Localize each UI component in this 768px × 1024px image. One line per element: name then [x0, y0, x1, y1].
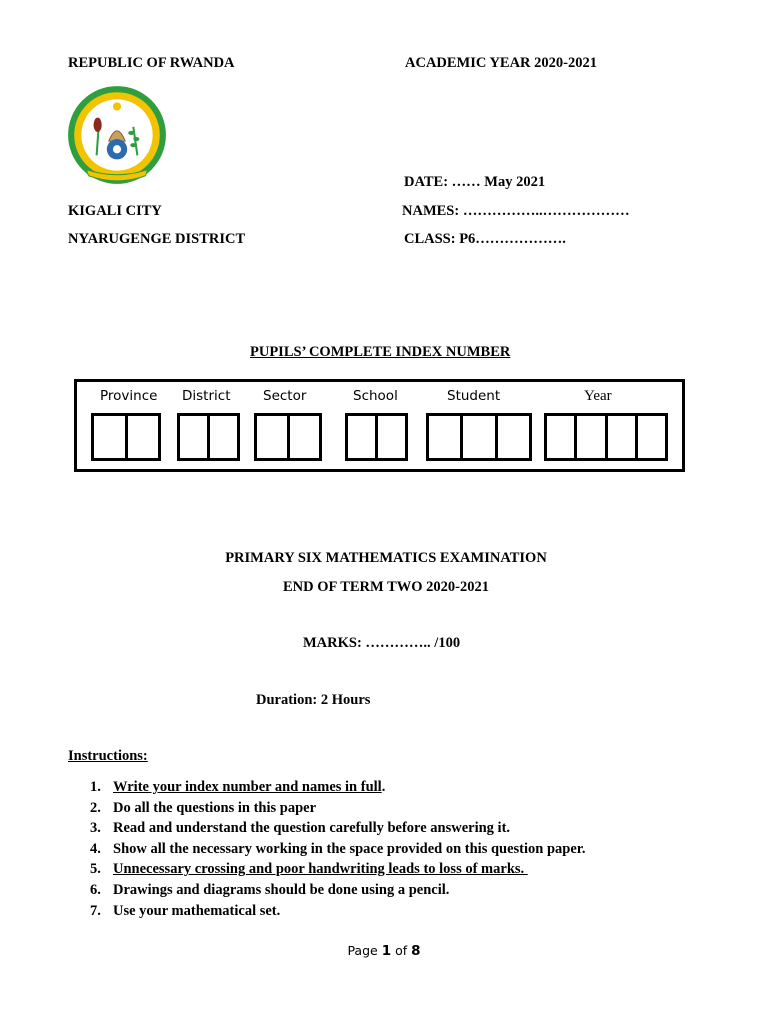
index-number-box: [74, 379, 685, 472]
province-label: Province: [100, 388, 158, 404]
sector-digits[interactable]: [254, 413, 322, 461]
school-digits[interactable]: [345, 413, 408, 461]
academic-year: ACADEMIC YEAR 2020-2021: [405, 55, 597, 71]
list-item: 6. Drawings and diagrams should be done using a pencil.: [90, 881, 450, 898]
district-name: NYARUGENGE DISTRICT: [68, 231, 246, 247]
class-field[interactable]: CLASS: P6……………….: [404, 231, 566, 247]
instructions-list: [90, 777, 586, 921]
exam-title: PRIMARY SIX MATHEMATICS EXAMINATION: [225, 550, 547, 566]
district-label: District: [182, 388, 231, 404]
names-field[interactable]: NAMES: ……………..………………: [402, 203, 630, 219]
list-item: 2. Do all the questions in this paper: [90, 799, 317, 816]
page-footer: Page 1 of 8: [347, 943, 421, 959]
rwanda-seal-logo: [66, 82, 168, 190]
list-item: 1. Write your index number and names in full.: [90, 779, 386, 795]
student-label: Student: [447, 388, 501, 404]
list-item: 7. Use your mathematical set.: [90, 902, 281, 919]
marks-field: MARKS: ………….. /100: [303, 635, 461, 651]
list-item: 4. Show all the necessary working in the space provided on this question paper.: [90, 840, 586, 857]
city-name: KIGALI CITY: [68, 203, 162, 219]
district-digits[interactable]: [177, 413, 240, 461]
list-item: 3. Read and understand the question carefully before answering it.: [90, 820, 511, 837]
country-name: REPUBLIC OF RWANDA: [68, 55, 235, 71]
exam-term: END OF TERM TWO 2020-2021: [283, 579, 489, 595]
date-field: DATE: …… May 2021: [404, 174, 546, 190]
province-digits[interactable]: [91, 413, 161, 461]
year-label: Year: [584, 388, 612, 404]
sector-label: Sector: [263, 388, 307, 404]
instructions-heading: Instructions:: [68, 748, 148, 764]
duration: Duration: 2 Hours: [256, 692, 371, 708]
school-label: School: [353, 388, 398, 404]
student-digits[interactable]: [426, 413, 532, 461]
list-item: 5. Unnecessary crossing and poor handwriting leads to loss of marks.: [90, 861, 528, 878]
year-digits[interactable]: [544, 413, 668, 461]
index-title: PUPILS’ COMPLETE INDEX NUMBER: [250, 344, 511, 360]
